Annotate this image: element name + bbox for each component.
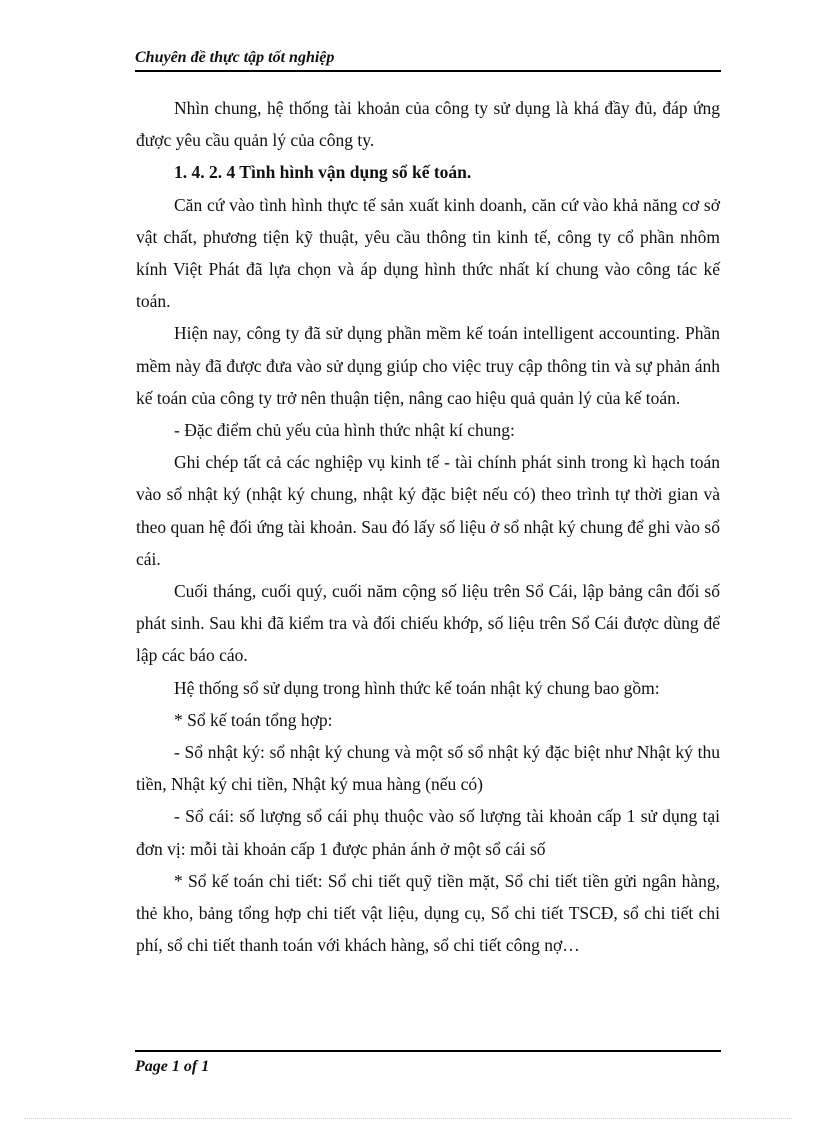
page-footer <box>135 1050 721 1076</box>
document-body <box>136 92 720 961</box>
paragraph-software: Hiện nay, công ty đã sử dụng phần mềm kế toán intelligent accounting. Phần mềm này đã được đưa vào sử dụng giúp cho việc truy cập thông tin và sự phản ánh kế toán của công ty trở nên thuận tiện, nâng cao hiệu quả quản lý của kế toán. <box>136 323 720 408</box>
paragraph-journals: - Sổ nhật ký: sổ nhật ký chung và một số sổ nhật ký đặc biệt như Nhật ký thu tiền, Nhật ký chi tiền, Nhật ký mua hàng (nếu có) <box>136 742 720 795</box>
paragraph-features-title: - Đặc điểm chủ yếu của hình thức nhật kí chung: <box>174 420 515 441</box>
paragraph-detail-books: * Sổ kế toán chi tiết: Sổ chi tiết quỹ tiền mặt, Sổ chi tiết tiền gửi ngân hàng, thẻ kho, bảng tổng hợp chi tiết vật liệu, dụng cụ, Sổ chi tiết TSCĐ, sổ chi tiết chi phí, sổ chi tiết thanh toán với khách hàng, sổ chi tiết công nợ… <box>136 870 720 956</box>
header-rule <box>135 70 721 72</box>
paragraph-recording: Ghi chép tất cả các nghiệp vụ kinh tế - tài chính phát sinh trong kì hạch toán vào sổ nhật ký (nhật ký chung, nhật ký đặc biệt nếu có) theo trình tự thời gian và theo quan hệ đối ứng tài khoản. Sau đó lấy số liệu ở sổ nhật ký chung để ghi vào sổ cái. <box>136 452 720 569</box>
paragraph-account-system-summary: Nhìn chung, hệ thống tài khoản của công ty sử dụng là khá đầy đủ, đáp ứng được yêu cầu quản lý của công ty. <box>136 98 720 151</box>
paragraph-general-books: * Sổ kế toán tổng hợp: <box>174 709 333 730</box>
footer-rule <box>135 1050 721 1052</box>
paragraph-basis: Căn cứ vào tình hình thực tế sản xuất kinh doanh, căn cứ vào khả năng cơ sở vật chất, phương tiện kỹ thuật, yêu cầu thông tin kinh tế, công ty cổ phần nhôm kính Việt Phát đã lựa chọn và áp dụng hình thức nhất kí chung vào công tác kế toán. <box>136 194 720 312</box>
page-bottom-dotted-border <box>24 1118 792 1119</box>
paragraph-book-system: Hệ thống sổ sử dụng trong hình thức kế toán nhật ký chung bao gồm: <box>174 677 660 698</box>
header-title: Chuyên đề thực tập tốt nghiệp <box>135 49 335 66</box>
page-header <box>135 48 721 72</box>
paragraph-period-end: Cuối tháng, cuối quý, cuối năm cộng số liệu trên Sổ Cái, lập bảng cân đối số phát sinh. Sau khi đã kiểm tra và đối chiếu khớp, số liệu trên Sổ Cái được dùng để lập các báo cáo. <box>136 581 720 666</box>
page-number: Page 1 of 1 <box>135 1058 210 1075</box>
paragraph-ledger: - Sổ cái: số lượng sổ cái phụ thuộc vào số lượng tài khoản cấp 1 sử dụng tại đơn vị: mỗi tài khoản cấp 1 được phản ánh ở một sổ cái số <box>136 806 720 859</box>
section-heading: 1. 4. 2. 4 Tình hình vận dụng sổ kế toán. <box>174 162 472 183</box>
